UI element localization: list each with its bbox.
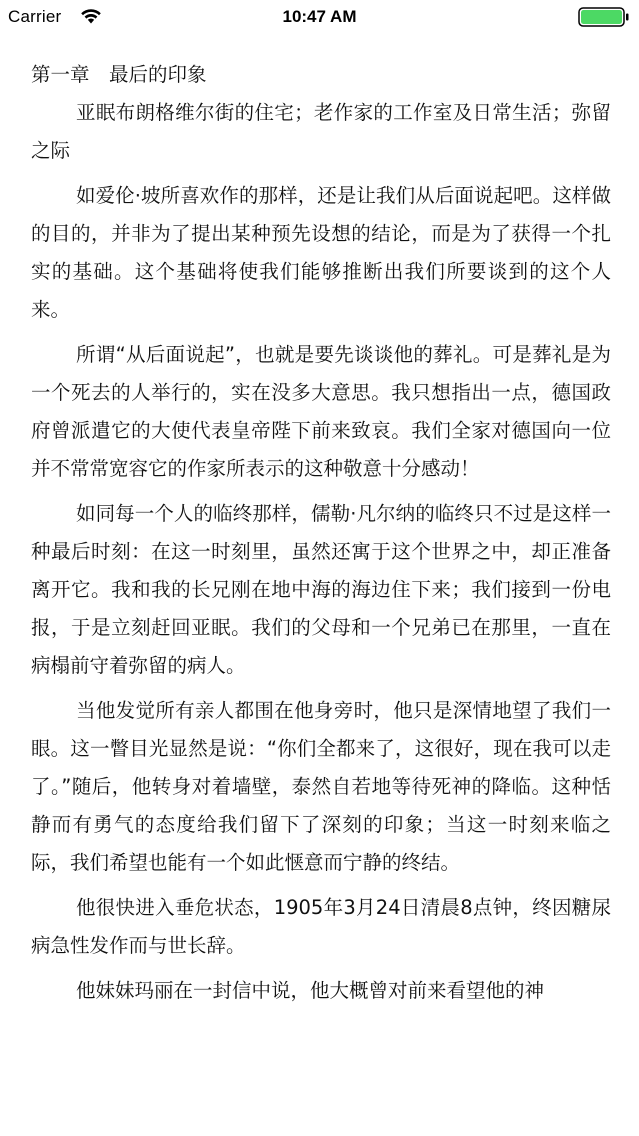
paragraph: 如爱伦·坡所喜欢作的那样，还是让我们从后面说起吧。这样做的目的，并非为了提出某种预先设想的结论，而是为了获得一个扎实的基础。这个基础将使我们能够推断出我们所要谈到的这个人来。 <box>31 184 611 321</box>
paragraph-subtitle: 亚眠布朗格维尔街的住宅；老作家的工作室及日常生活；弥留之际 <box>31 101 611 162</box>
status-clock: 10:47 AM <box>282 7 357 26</box>
carrier-label: Carrier <box>8 7 62 26</box>
paragraph: 当他发觉所有亲人都围在他身旁时，他只是深情地望了我们一眼。这一瞥目光显然是说：“你们全都来了，这很好，现在我可以走了。”随后，他转身对着墙壁，泰然自若地等待死神的降临。这种恬静而有勇气的态度给我们留下了深刻的印象；当这一时刻来临之际，我们希望也能有一个如此惬意而宁静的终结。 <box>31 699 611 874</box>
paragraph: 所谓“从后面说起”，也就是要先谈谈他的葬礼。可是葬礼是为一个死去的人举行的，实在没多大意思。我只想指出一点，德国政府曾派遣它的大使代表皇帝陛下前来致哀。我们全家对德国向一位并不常常宽容它的作家所表示的这种敬意十分感动！ <box>31 343 611 480</box>
battery-icon <box>578 7 630 27</box>
paragraph: 他妹妹玛丽在一封信中说，他大概曾对前来看望他的神 <box>76 979 545 1002</box>
status-bar <box>0 0 639 36</box>
chapter-title: 第一章 最后的印象 <box>31 63 207 86</box>
reader-content[interactable] <box>31 56 611 1126</box>
paragraph: 如同每一个人的临终那样，儒勒·凡尔纳的临终只不过是这样一种最后时刻：在这一时刻里，虽然还寓于这个世界之中，却正准备离开它。我和我的长兄刚在地中海的海边住下来；我们接到一份电报，于是立刻赶回亚眠。我们的父母和一个兄弟已在那里，一直在病榻前守着弥留的病人。 <box>31 502 611 677</box>
paragraph: 他很快进入垂危状态，1905年3月24日清晨8点钟，终因糖尿病急性发作而与世长辞。 <box>31 896 611 957</box>
